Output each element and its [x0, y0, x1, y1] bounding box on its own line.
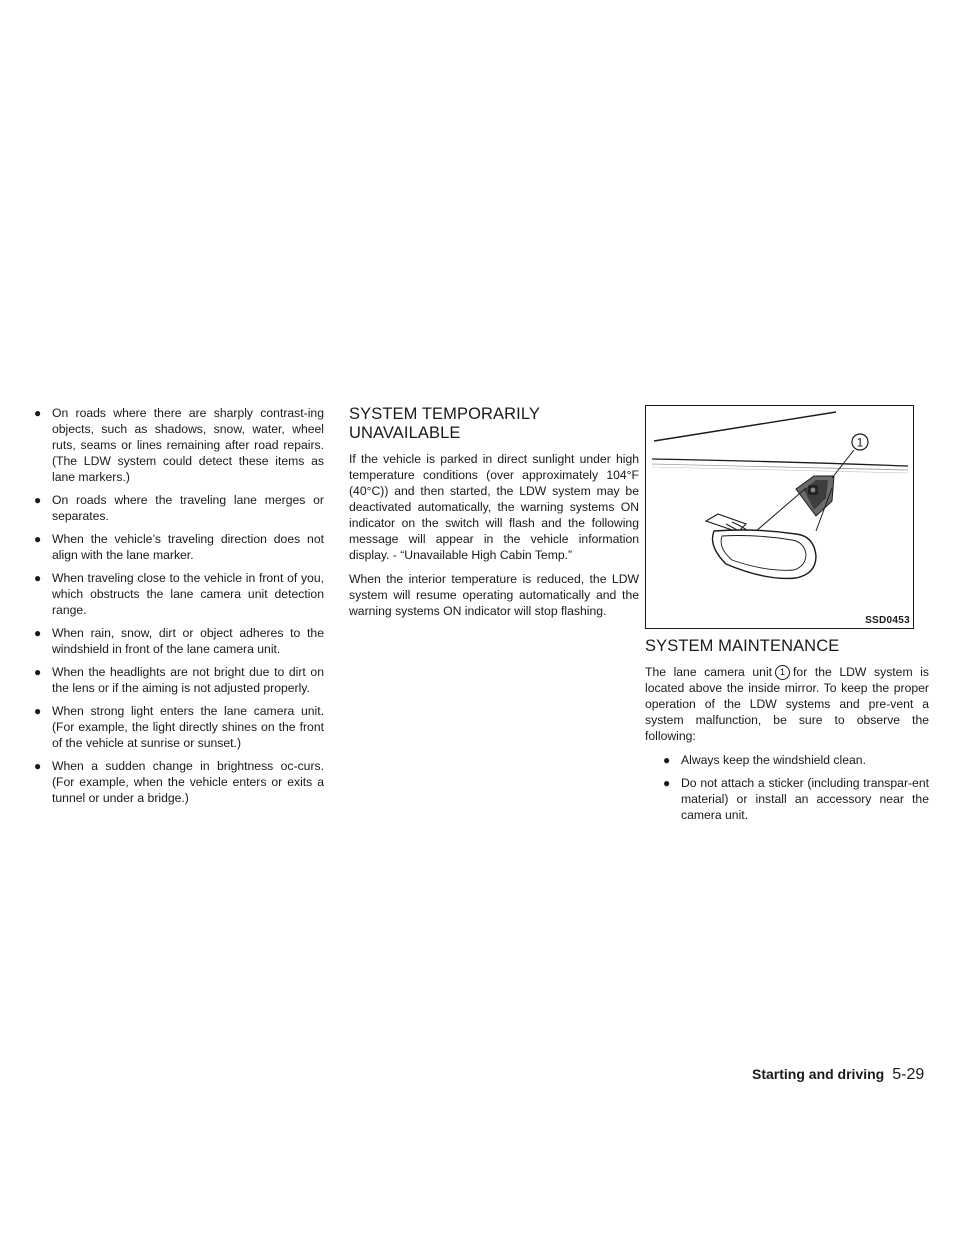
list-item: ● When strong light enters the lane camera unit. (For example, the light directly shines on the front of the vehicle at sunrise or sunset.) — [34, 704, 324, 750]
bullet-icon: ● — [34, 704, 42, 718]
bullet-icon: ● — [34, 665, 42, 679]
bullet-icon: ● — [663, 753, 671, 767]
section-heading-maintenance: SYSTEM MAINTENANCE — [645, 637, 840, 655]
callout-1-icon: 1 — [775, 665, 790, 680]
paragraph: The lane camera unit 1 for the LDW system is located above the inside mirror. To keep the proper operation of the LDW systems and pre-vent a system malfunction, be sure to observe the following: — [645, 665, 929, 743]
camera-location-figure — [645, 405, 914, 629]
left-column — [34, 405, 324, 813]
footer-section-title: Starting and driving — [752, 1066, 885, 1082]
list-item: ● When a sudden change in brightness oc-curs. (For example, when the vehicle enters or exits a tunnel or under a bridge.) — [34, 759, 324, 805]
bullet-icon: ● — [34, 493, 42, 507]
bullet-icon: ● — [34, 759, 42, 773]
list-item: ● Do not attach a sticker (including transpar-ent material) or install an accessory near the camera unit. — [663, 776, 929, 822]
middle-column — [349, 405, 639, 627]
list-item: ● When the vehicle’s traveling direction does not align with the lane marker. — [34, 532, 324, 562]
section-heading-temporarily-unavailable: SYSTEM TEMPORARILY UNAVAILABLE — [349, 405, 540, 442]
list-item: ● On roads where the traveling lane merges or separates. — [34, 493, 324, 523]
page-footer — [752, 1066, 924, 1084]
list-item: ● Always keep the windshield clean. — [663, 753, 866, 767]
list-item: ● When traveling close to the vehicle in front of you, which obstructs the lane camera unit detection range. — [34, 571, 324, 617]
bullet-icon: ● — [34, 406, 42, 420]
bullet-icon: ● — [34, 532, 42, 546]
paragraph: If the vehicle is parked in direct sunlight under high temperature conditions (over approximately 104°F (40°C)) and then started, the LDW system may be deactivated automatically, the warning systems ON indicator on the switch will flash and the following message will appear in the vehicle information display. - “Unavailable High Cabin Temp.” — [349, 452, 639, 562]
camera-illustration — [646, 406, 913, 628]
list-item: ● On roads where there are sharply contrast-ing objects, such as shadows, snow, water, wheel ruts, seams or lines remaining after road repairs. (The LDW system could detect these items as lane markers.) — [34, 406, 324, 484]
list-item: ● When the headlights are not bright due to dirt on the lens or if the aiming is not adjusted properly. — [34, 665, 324, 695]
paragraph: When the interior temperature is reduced, the LDW system will resume operating automatically and the warning systems ON indicator will stop flashing. — [349, 572, 639, 618]
bullet-icon: ● — [663, 776, 671, 790]
callout-number: 1 — [856, 435, 864, 450]
maintenance-list — [663, 752, 929, 823]
figure-code: SSD0453 — [865, 615, 910, 626]
page-number: 5-29 — [892, 1066, 925, 1083]
right-column — [645, 637, 929, 830]
conditions-list — [34, 405, 324, 806]
list-item: ● When rain, snow, dirt or object adheres to the windshield in front of the lane camera unit. — [34, 626, 324, 656]
mirror-icon — [713, 530, 817, 578]
bullet-icon: ● — [34, 626, 42, 640]
bullet-icon: ● — [34, 571, 42, 585]
